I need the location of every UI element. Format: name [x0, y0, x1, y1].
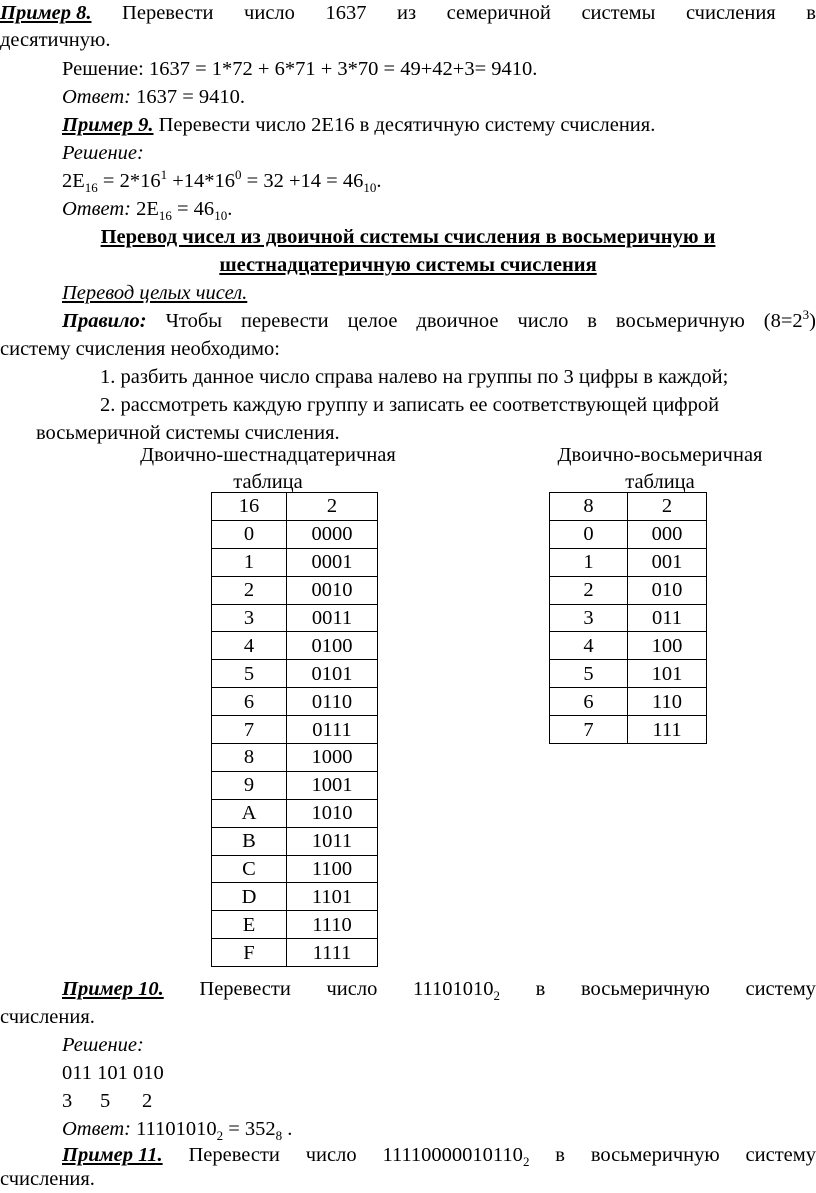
- hex-caption-line2: таблица: [233, 471, 303, 494]
- oct_table-cell: 1: [550, 548, 628, 576]
- ex10-line2: счисления.: [0, 1006, 95, 1028]
- hex_table-row: [212, 855, 378, 883]
- ex9-label: Пример 9.: [62, 114, 154, 136]
- formula-sub: 10: [363, 180, 377, 196]
- ex8-answer: [62, 84, 245, 111]
- number-base: 2: [493, 988, 500, 1004]
- ex10-label: Пример 10.: [62, 978, 164, 1000]
- hex_table-cell: 4: [212, 632, 287, 660]
- hex_table-row: [212, 911, 378, 939]
- ex8-word: число: [244, 2, 295, 24]
- formula-part: 2E: [62, 170, 85, 192]
- formula-sub: 16: [84, 180, 98, 196]
- rule-word: целое: [347, 310, 398, 332]
- hex_table-cell: 0: [212, 520, 287, 548]
- oct_table-row: [550, 632, 707, 660]
- formula-sup: 1: [160, 167, 168, 183]
- ex10-line1: [62, 976, 816, 1003]
- answer-sub: 2: [216, 1128, 224, 1144]
- hex-caption-line1: Двоично-шестнадцатеричная: [140, 444, 396, 466]
- ex8-word: из: [397, 2, 417, 24]
- answer-sub: 10: [214, 208, 228, 224]
- rule-item-2: [100, 392, 719, 419]
- hex_table-cell: 7: [212, 716, 287, 744]
- oct-table: [549, 492, 707, 744]
- ex11-word: Перевести: [188, 1144, 280, 1166]
- octal-digit: 2: [142, 1090, 153, 1112]
- ex8-solution: Решение: 1637 = 1*72 + 6*71 + 3*70 = 49+42+3= 9410.: [62, 58, 538, 80]
- number-value: 11101010: [413, 978, 494, 1000]
- hex_table-row: [212, 939, 378, 967]
- oct_table-row: [550, 520, 707, 548]
- subheading: Перевод целых чисел.: [62, 282, 248, 304]
- answer-sub: 8: [275, 1128, 283, 1144]
- ex10-number: [413, 976, 500, 1003]
- formula-part: (8=2: [763, 310, 803, 332]
- oct_table-cell: 2: [550, 576, 628, 604]
- rule-item-number: 1.: [100, 366, 116, 388]
- ex8-line2: десятичную.: [0, 29, 111, 51]
- hex_table-cell: C: [212, 855, 287, 883]
- hex_table-cell: 1011: [287, 827, 378, 855]
- oct_table-row: [550, 716, 707, 744]
- hex_table-row: [212, 520, 378, 548]
- oct_table-cell: 100: [628, 632, 707, 660]
- oct_table-cell: 0: [550, 520, 628, 548]
- oct_table-cell: 6: [550, 688, 628, 716]
- hex_table-cell: 0100: [287, 632, 378, 660]
- hex_table-cell: 1000: [287, 744, 378, 772]
- rule-word: в: [587, 310, 597, 332]
- ex8-word: счисления: [685, 2, 776, 24]
- oct_table-cell: 001: [628, 548, 707, 576]
- ex10-groups: 011 101 010: [62, 1062, 164, 1084]
- hex_table-cell: 1101: [287, 883, 378, 911]
- answer-part: .: [282, 1118, 293, 1140]
- oct_table-row: [550, 660, 707, 688]
- oct_table-row: [550, 576, 707, 604]
- ex8-answer-label: Ответ:: [62, 86, 131, 108]
- rule-item-1: [100, 364, 728, 391]
- hex_table-cell: 0000: [287, 520, 378, 548]
- hex_table-cell: A: [212, 799, 287, 827]
- hex_table-cell: 0010: [287, 576, 378, 604]
- hex_table-cell: 1001: [287, 771, 378, 799]
- hex_table-row: [212, 548, 378, 576]
- ex10-solution-label: Решение:: [62, 1034, 144, 1056]
- answer-part: 11101010: [130, 1118, 217, 1140]
- hex_table-header-row: [212, 493, 378, 521]
- rule-item-text: разбить данное число справа налево на группы по 3 цифры в каждой;: [120, 366, 729, 388]
- ex10-word: систему: [745, 978, 816, 1000]
- ex8-word: в: [806, 2, 816, 24]
- ex10-word: число: [326, 978, 378, 1000]
- rule-word: восьмеричную: [615, 310, 745, 332]
- oct_table-row: [550, 688, 707, 716]
- hex_table-row: [212, 716, 378, 744]
- ex9-formula: [62, 168, 381, 195]
- oct_table-row: [550, 604, 707, 632]
- hex_table-header-cell: 16: [212, 493, 287, 521]
- hex_table-cell: 1: [212, 548, 287, 576]
- hex_table-row: [212, 771, 378, 799]
- answer-part: 2E: [130, 198, 159, 220]
- ex11-number: [382, 1142, 529, 1169]
- ex11-line1: [62, 1142, 816, 1169]
- ex11-word: число: [305, 1144, 357, 1166]
- ex10-answer-label: Ответ:: [62, 1118, 131, 1140]
- formula-part: .: [376, 170, 382, 192]
- oct_table-cell: 7: [550, 716, 628, 744]
- section-heading-line2: шестнадцатеричную системы счисления: [219, 254, 597, 276]
- formula-part: ): [809, 310, 816, 332]
- answer-part: = 46: [171, 198, 215, 220]
- oct_table-header-row: [550, 493, 707, 521]
- hex_table-row: [212, 688, 378, 716]
- number-base: 2: [522, 1154, 530, 1170]
- hex_table-cell: 1010: [287, 799, 378, 827]
- formula-part: +14*16: [167, 170, 236, 192]
- hex_table-cell: 5: [212, 660, 287, 688]
- oct_table-cell: 3: [550, 604, 628, 632]
- oct_table-cell: 101: [628, 660, 707, 688]
- hex_table-cell: 9: [212, 771, 287, 799]
- oct_table-cell: 010: [628, 576, 707, 604]
- hex-table-caption: [108, 442, 428, 497]
- oct_table-cell: 000: [628, 520, 707, 548]
- ex11-word: систему: [745, 1144, 816, 1166]
- oct-caption-line1: Двоично-восьмеричная: [557, 444, 763, 466]
- oct_table-cell: 110: [628, 688, 707, 716]
- ex9-answer-label: Ответ:: [62, 198, 131, 220]
- hex_table-cell: 0111: [287, 716, 378, 744]
- hex_table-cell: 1110: [287, 911, 378, 939]
- rule-word: число: [517, 310, 569, 332]
- hex_table-cell: 1111: [287, 939, 378, 967]
- ex10-digits: [62, 1088, 152, 1115]
- hex_table-cell: 0110: [287, 688, 378, 716]
- hex_table-row: [212, 744, 378, 772]
- rule-word: двоичное: [416, 310, 499, 332]
- formula-part: = 2*16: [97, 170, 161, 192]
- rule-item-2-cont: восьмеричной системы счисления.: [36, 422, 340, 444]
- ex10-answer: [62, 1116, 292, 1143]
- ex8-word: семеричной: [446, 2, 551, 24]
- oct_table-header-cell: 2: [628, 493, 707, 521]
- ex11-line2: счисления.: [0, 1168, 95, 1190]
- hex_table-row: [212, 883, 378, 911]
- ex11-label: Пример 11.: [62, 1144, 163, 1166]
- rule-formula: [764, 308, 816, 335]
- hex_table-cell: 0011: [287, 604, 378, 632]
- ex9-solution-label: Решение:: [62, 142, 144, 164]
- formula-sup: 3: [802, 307, 810, 323]
- hex_table-cell: D: [212, 883, 287, 911]
- hex_table-cell: 8: [212, 744, 287, 772]
- rule-line2: систему счисления необходимо:: [0, 338, 280, 360]
- ex8-word: 1637: [325, 2, 367, 24]
- number-value: 11110000010110: [382, 1144, 523, 1166]
- hex_table-cell: B: [212, 827, 287, 855]
- ex8-word: системы: [581, 2, 656, 24]
- rule-line1: [62, 308, 816, 335]
- octal-digit: 5: [100, 1090, 111, 1112]
- rule-word: Чтобы: [165, 310, 223, 332]
- rule-item-number: 2.: [100, 394, 116, 416]
- section-heading-line1: Перевод чисел из двоичной системы счисления в восьмеричную и: [100, 226, 716, 248]
- hex_table-cell: 3: [212, 604, 287, 632]
- rule-word: перевести: [240, 310, 329, 332]
- hex_table-cell: E: [212, 911, 287, 939]
- answer-part: .: [227, 198, 233, 220]
- hex_table-cell: 2: [212, 576, 287, 604]
- ex9-line: [62, 112, 655, 139]
- ex10-word: Перевести: [199, 978, 291, 1000]
- formula-sup: 0: [235, 167, 242, 183]
- answer-sub: 16: [158, 208, 172, 224]
- oct_table-cell: 111: [628, 716, 707, 744]
- ex8-line1: [0, 0, 816, 27]
- ex10-word: в: [535, 978, 546, 1000]
- ex8-word: Перевести: [122, 2, 214, 24]
- hex_table-row: [212, 576, 378, 604]
- ex9-text: Перевести число 2E16 в десятичную систему счисления.: [153, 114, 656, 136]
- oct_table-cell: 011: [628, 604, 707, 632]
- ex10-word: восьмеричную: [580, 978, 710, 1000]
- oct_table-header-cell: 8: [550, 493, 628, 521]
- hex_table-row: [212, 799, 378, 827]
- oct-table-caption: [520, 442, 800, 497]
- hex_table-row: [212, 604, 378, 632]
- ex11-word: в: [555, 1144, 565, 1166]
- hex_table-cell: 0101: [287, 660, 378, 688]
- hex_table-cell: 0001: [287, 548, 378, 576]
- answer-part: = 352: [223, 1118, 276, 1140]
- formula-part: = 32 +14 = 46: [241, 170, 364, 192]
- ex8-label: Пример 8.: [0, 2, 92, 24]
- ex8-answer-value: 1637 = 9410.: [130, 86, 246, 108]
- hex_table-cell: F: [212, 939, 287, 967]
- oct_table-cell: 5: [550, 660, 628, 688]
- ex9-answer: [62, 196, 232, 223]
- oct-caption-line2: таблица: [625, 471, 695, 494]
- hex_table-row: [212, 632, 378, 660]
- hex_table-row: [212, 660, 378, 688]
- hex_table-header-cell: 2: [287, 493, 378, 521]
- hex_table-cell: 6: [212, 688, 287, 716]
- hex-table: [211, 492, 378, 967]
- oct_table-row: [550, 548, 707, 576]
- octal-digit: 3: [62, 1090, 73, 1112]
- hex_table-row: [212, 827, 378, 855]
- rule-item-text: рассмотреть каждую группу и записать ее соответствующей цифрой: [120, 394, 720, 416]
- ex11-word: восьмеричную: [590, 1144, 720, 1166]
- hex_table-cell: 1100: [287, 855, 378, 883]
- rule-label: Правило:: [62, 310, 147, 332]
- oct_table-cell: 4: [550, 632, 628, 660]
